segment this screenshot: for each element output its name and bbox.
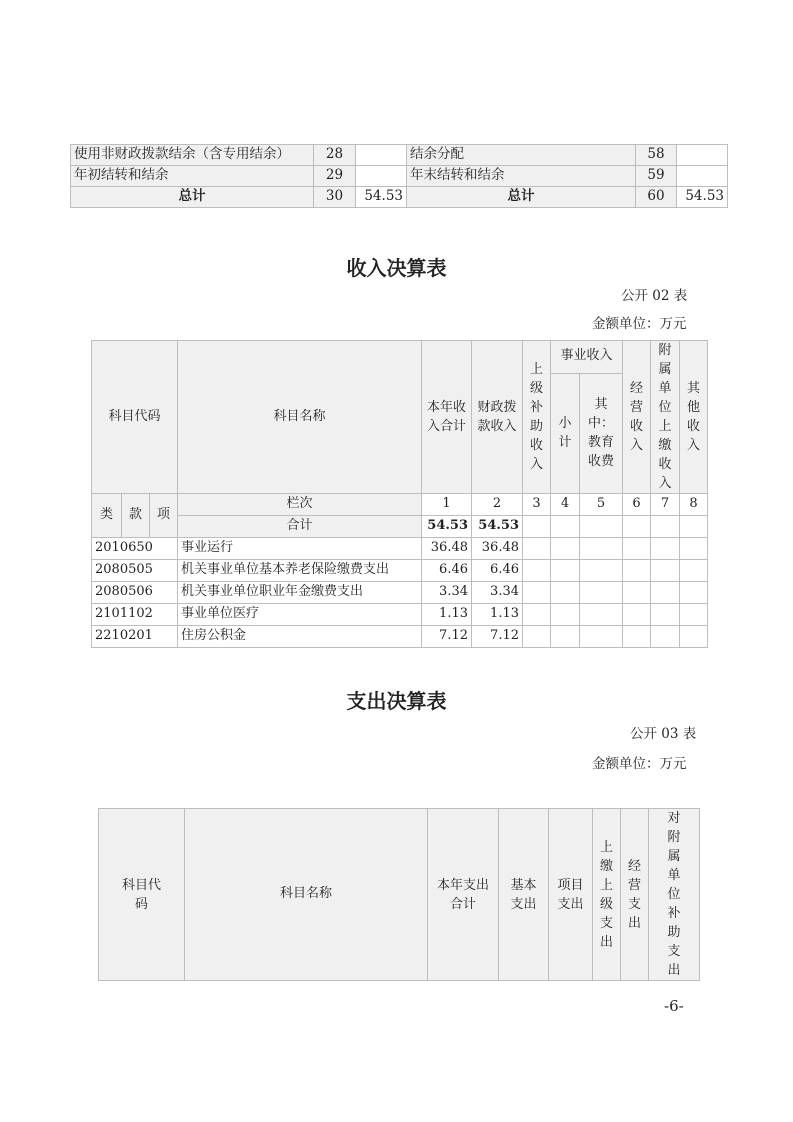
row-number: 28 — [314, 145, 356, 166]
column-number: 8 — [680, 494, 708, 516]
row-value: 3.34 — [422, 582, 472, 604]
header-total: 本年收入合计 — [422, 341, 472, 494]
row-name: 住房公积金 — [178, 626, 422, 648]
table-row — [71, 166, 728, 187]
table-row — [71, 145, 728, 166]
row-value: 6.46 — [422, 560, 472, 582]
row-value — [677, 145, 728, 166]
table-row — [92, 560, 708, 582]
row-label: 年初结转和结余 — [71, 166, 314, 187]
total-label: 总计 — [407, 187, 636, 208]
header-subtotal: 小计 — [551, 373, 580, 493]
row-name: 机关事业单位职业年金缴费支出 — [178, 582, 422, 604]
row-name: 事业单位医疗 — [178, 604, 422, 626]
row-label: 年末结转和结余 — [407, 166, 636, 187]
table-row — [92, 604, 708, 626]
header-total: 本年支出合计 — [428, 809, 499, 981]
total-label: 总计 — [71, 187, 314, 208]
total-value: 54.53 — [356, 187, 407, 208]
row-code: 2010650 — [92, 538, 178, 560]
header-fiscal: 财政拨款收入 — [472, 341, 523, 494]
income-title: 收入决算表 — [346, 256, 447, 280]
row-number: 58 — [636, 145, 677, 166]
row-value: 7.12 — [422, 626, 472, 648]
table-row — [92, 538, 708, 560]
row-code: 2080505 — [92, 560, 178, 582]
row-value: 1.13 — [472, 604, 523, 626]
table-row-total — [71, 187, 728, 208]
row-value: 3.34 — [472, 582, 523, 604]
header-superior-subsidy: 上级补助收入 — [523, 341, 551, 494]
row-number: 60 — [636, 187, 677, 208]
column-number: 4 — [551, 494, 580, 516]
page-number: -6- — [664, 997, 684, 1015]
total-value: 54.53 — [472, 516, 523, 538]
income-table-number: 公开 02 表 — [621, 288, 688, 304]
column-no-label: 栏次 — [178, 494, 422, 516]
table-row — [92, 626, 708, 648]
row-value: 36.48 — [472, 538, 523, 560]
expense-unit: 金额单位：万元 — [592, 756, 687, 772]
income-table — [91, 340, 708, 648]
row-value: 36.48 — [422, 538, 472, 560]
expense-table-number: 公开 03 表 — [630, 726, 697, 742]
header-operating: 经营收入 — [623, 341, 651, 494]
total-value: 54.53 — [677, 187, 728, 208]
total-label: 合计 — [178, 516, 422, 538]
income-unit: 金额单位：万元 — [592, 316, 687, 332]
row-name: 事业运行 — [178, 538, 422, 560]
row-number: 29 — [314, 166, 356, 187]
balance-summary-table — [70, 144, 728, 208]
expense-title: 支出决算表 — [346, 689, 447, 713]
header-project: 项目支出 — [549, 809, 593, 981]
row-code: 2210201 — [92, 626, 178, 648]
header-name: 科目名称 — [178, 341, 422, 494]
total-value: 54.53 — [422, 516, 472, 538]
row-value: 6.46 — [472, 560, 523, 582]
table-row — [92, 582, 708, 604]
header-lei: 类 — [92, 494, 122, 538]
header-basic: 基本支出 — [499, 809, 549, 981]
row-code: 2080506 — [92, 582, 178, 604]
header-education: 其中：教育收费 — [580, 373, 623, 493]
header-superior: 上缴上级支出 — [593, 809, 621, 981]
header-kuan: 款 — [122, 494, 150, 538]
row-name: 机关事业单位基本养老保险缴费支出 — [178, 560, 422, 582]
header-business-group: 事业收入 — [551, 341, 623, 374]
column-number: 5 — [580, 494, 623, 516]
column-number: 6 — [623, 494, 651, 516]
row-value — [356, 166, 407, 187]
header-affiliated: 附属单位上缴收入 — [651, 341, 680, 494]
row-label: 结余分配 — [407, 145, 636, 166]
row-number: 30 — [314, 187, 356, 208]
header-xiang: 项 — [150, 494, 178, 538]
header-name: 科目名称 — [185, 809, 428, 981]
column-number: 3 — [523, 494, 551, 516]
row-value: 7.12 — [472, 626, 523, 648]
header-code: 科目代码 — [92, 341, 178, 494]
header-operating: 经营支出 — [621, 809, 649, 981]
row-value: 1.13 — [422, 604, 472, 626]
row-value — [356, 145, 407, 166]
column-number: 1 — [422, 494, 472, 516]
expense-table — [98, 808, 700, 981]
header-other: 其他收入 — [680, 341, 708, 494]
header-affiliated: 对附属单位补助支出 — [649, 809, 700, 981]
column-number: 2 — [472, 494, 523, 516]
row-label: 使用非财政拨款结余（含专用结余） — [71, 145, 314, 166]
row-number: 59 — [636, 166, 677, 187]
header-code: 科目代码 — [99, 809, 185, 981]
row-code: 2101102 — [92, 604, 178, 626]
row-value — [677, 166, 728, 187]
column-number: 7 — [651, 494, 680, 516]
